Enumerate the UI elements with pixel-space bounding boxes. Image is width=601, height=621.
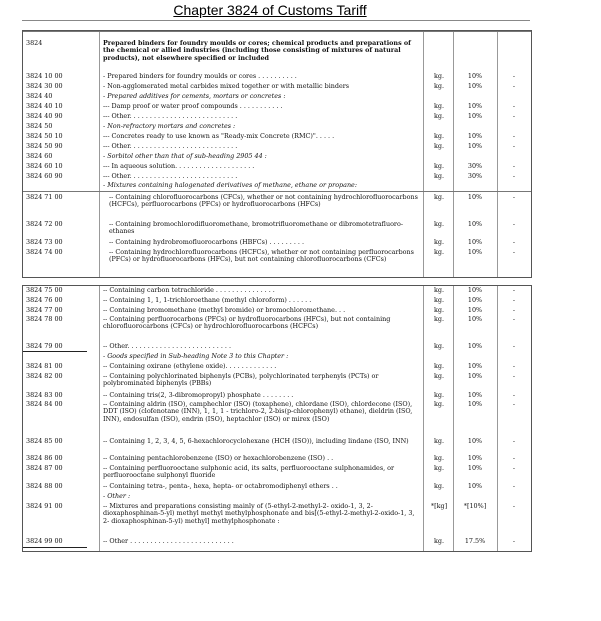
unit: kg. — [434, 193, 444, 201]
preferential-rate: - — [512, 112, 516, 120]
unit: kg. — [434, 102, 444, 110]
duty-rate: 10% — [467, 102, 483, 110]
tariff-description: --- Other. . . . . . . . . . . . . . . . . . . . . . . . . . . — [103, 142, 238, 150]
tariff-description: -- Containing 1, 2, 3, 4, 5, 6-hexachlorocyclohexane (HCH (ISO)), including lindane (ISO, INN) — [103, 437, 409, 445]
tariff-sheet-1 — [22, 30, 532, 278]
tariff-code: 3824 83 00 — [26, 391, 63, 399]
unit: kg. — [434, 482, 444, 490]
unit: kg. — [434, 172, 444, 180]
duty-rate: 10% — [467, 132, 483, 140]
preferential-rate: - — [512, 220, 516, 228]
unit: kg. — [434, 142, 444, 150]
tariff-description: - Mixtures containing halogenated derivatives of methane, ethane or propane: — [103, 181, 357, 189]
unit: kg. — [434, 362, 444, 370]
duty-rate: 10% — [467, 248, 483, 256]
preferential-rate: - — [512, 72, 516, 80]
preferential-rate: - — [512, 172, 516, 180]
tariff-code: 3824 10 00 — [26, 72, 63, 80]
unit: kg. — [434, 162, 444, 170]
unit: kg. — [434, 391, 444, 399]
unit: kg. — [434, 372, 444, 380]
tariff-description: -- Containing 1, 1, 1-trichloroethane (methyl chloroform) . . . . . . — [103, 296, 312, 304]
page-title: Chapter 3824 of Customs Tariff — [173, 2, 367, 18]
tariff-code: 3824 85 00 — [26, 437, 63, 445]
preferential-rate: - — [512, 391, 516, 399]
tariff-code: 3824 75 00 — [26, 286, 63, 294]
duty-rate: 10% — [467, 400, 483, 408]
unit: kg. — [434, 132, 444, 140]
duty-rate: 10% — [467, 296, 483, 304]
tariff-description: - Non-refractory mortars and concretes : — [103, 122, 236, 130]
tariff-code: 3824 40 10 — [26, 102, 63, 110]
preferential-rate: - — [512, 306, 516, 314]
preferential-rate: - — [512, 162, 516, 170]
tariff-description: - Goods specified in Sub-heading Note 3 to this Chapter : — [103, 352, 289, 360]
preferential-rate: - — [512, 238, 516, 246]
duty-rate: 10% — [467, 454, 483, 462]
tariff-description: - Other : — [103, 492, 131, 500]
tariff-description: --- Other. . . . . . . . . . . . . . . . . . . . . . . . . . . — [103, 112, 238, 120]
tariff-description: -- Mixtures and preparations consisting mainly of (5-ethyl-2-methyl-2- oxido-1, 3, 2-dioxaphosphinan-5-yl) methyl methyl methylphosphonate and bis[(5-ethyl-2-methyl-2-oxido-1, 3, 2- dioxaphosphinan-5-yl) methyl] methylphosphonate : — [103, 502, 415, 525]
duty-rate: 10% — [467, 315, 483, 323]
duty-rate: 10% — [467, 142, 483, 150]
tariff-description: - Prepared binders for foundry moulds or cores . . . . . . . . . . — [103, 72, 297, 80]
tariff-description: -- Containing pentachlorobenzene (ISO) or hexachlorobenzene (ISO) . . — [103, 454, 334, 462]
duty-rate: 10% — [467, 220, 483, 228]
unit: kg. — [434, 112, 444, 120]
duty-rate: 10% — [467, 372, 483, 380]
unit: kg. — [434, 454, 444, 462]
tariff-code: 3824 40 90 — [26, 112, 63, 120]
tariff-code: 3824 74 00 — [26, 248, 63, 256]
tariff-code: 3824 76 00 — [26, 296, 63, 304]
unit: *[kg] — [430, 502, 448, 510]
tariff-code: 3824 87 00 — [26, 464, 63, 472]
duty-rate: 10% — [467, 286, 483, 294]
preferential-rate: - — [512, 193, 516, 201]
preferential-rate: - — [512, 437, 516, 445]
tariff-code: 3824 50 10 — [26, 132, 63, 140]
tariff-description: -- Containing bromochlorodifluoromethane, bromotrifluoromethane or dibromotetrafluoro-ethanes — [109, 220, 403, 236]
duty-rate: 10% — [467, 112, 483, 120]
tariff-code: 3824 72 00 — [26, 220, 63, 228]
tariff-description: - Non-agglomerated metal carbides mixed together or with metallic binders — [103, 82, 350, 90]
preferential-rate: - — [512, 248, 516, 256]
preferential-rate: - — [512, 362, 516, 370]
tariff-code: 3824 86 00 — [26, 454, 63, 462]
preferential-rate: - — [512, 102, 516, 110]
preferential-rate: - — [512, 342, 516, 350]
unit: kg. — [434, 537, 444, 545]
tariff-description: -- Containing oxirane (ethylene oxide). . . . . . . . . . . . . — [103, 362, 277, 370]
unit: kg. — [434, 238, 444, 246]
tariff-code: 3824 60 90 — [26, 172, 63, 180]
tariff-code: 3824 99 00 — [26, 537, 63, 545]
tariff-description: -- Containing tetra-, penta-, hexa, hepta- or octabromodiphenyl ethers . . — [103, 482, 338, 490]
tariff-description: --- Concretes ready to use known as "Ready-mix Concrete (RMC)". . . . . — [103, 132, 335, 140]
preferential-rate: - — [512, 372, 516, 380]
tariff-code: 3824 50 — [26, 122, 53, 130]
unit: kg. — [434, 248, 444, 256]
duty-rate: 17.5% — [464, 537, 486, 545]
unit: kg. — [434, 437, 444, 445]
tariff-code: 3824 50 90 — [26, 142, 63, 150]
tariff-code: 3824 81 00 — [26, 362, 63, 370]
preferential-rate: - — [512, 315, 516, 323]
unit: kg. — [434, 286, 444, 294]
preferential-rate: - — [512, 400, 516, 408]
tariff-description: -- Other . . . . . . . . . . . . . . . . . . . . . . . . . . — [103, 537, 234, 545]
tariff-sheet-2 — [22, 285, 532, 552]
preferential-rate: - — [512, 464, 516, 472]
preferential-rate: - — [512, 454, 516, 462]
tariff-description: --- Damp proof or water proof compounds . . . . . . . . . . . — [103, 102, 283, 110]
preferential-rate: - — [512, 286, 516, 294]
tariff-description: -- Containing hydrobromofluorocarbons (HBFCs) . . . . . . . . . — [109, 238, 305, 246]
tariff-code: 3824 60 10 — [26, 162, 63, 170]
tariff-description: -- Containing aldrin (ISO), camphechlor (ISO) (toxaphene), chlordane (ISO), chlordecone (ISO), DDT (ISO) (clofenotane (INN), 1, 1, 1 - trichloro-2, 2-bis(p-chlorophenyl) ethane), dieldrin (ISO, INN), endosulfan (ISO), endrin (ISO), heptachlor (ISO) or mirex (ISO) — [103, 400, 413, 423]
duty-rate: 10% — [467, 391, 483, 399]
tariff-code: 3824 — [26, 39, 43, 47]
preferential-rate: - — [512, 296, 516, 304]
preferential-rate: - — [512, 132, 516, 140]
preferential-rate: - — [512, 502, 516, 510]
duty-rate: 10% — [467, 464, 483, 472]
duty-rate: 10% — [467, 193, 483, 201]
tariff-description: - Prepared additives for cements, mortars or concretes : — [103, 92, 286, 100]
duty-rate: 30% — [467, 162, 483, 170]
tariff-description: -- Containing carbon tetrachloride . . . . . . . . . . . . . . . — [103, 286, 275, 294]
unit: kg. — [434, 315, 444, 323]
tariff-description: -- Containing tris(2, 3-dibromopropyl) phosphate . . . . . . . . — [103, 391, 294, 399]
unit: kg. — [434, 72, 444, 80]
tariff-code: 3824 88 00 — [26, 482, 63, 490]
preferential-rate: - — [512, 537, 516, 545]
preferential-rate: - — [512, 142, 516, 150]
unit: kg. — [434, 342, 444, 350]
tariff-description: - Sorbitol other than that of sub-heading 2905 44 : — [103, 152, 267, 160]
duty-rate: 10% — [467, 362, 483, 370]
duty-rate: 10% — [467, 72, 483, 80]
tariff-code: 3824 91 00 — [26, 502, 63, 510]
tariff-code: 3824 79 00 — [26, 342, 63, 350]
unit: kg. — [434, 82, 444, 90]
unit: kg. — [434, 220, 444, 228]
tariff-description: Prepared binders for foundry moulds or cores; chemical products and preparations of the chemical or allied industries (including those consisting of mixtures of natural products), not elsewhere specified or included — [103, 39, 411, 62]
tariff-description: -- Other. . . . . . . . . . . . . . . . . . . . . . . . . . — [103, 342, 232, 350]
duty-rate: 10% — [467, 238, 483, 246]
duty-rate: 10% — [467, 306, 483, 314]
preferential-rate: - — [512, 482, 516, 490]
tariff-code: 3824 82 00 — [26, 372, 63, 380]
tariff-description: --- Other. . . . . . . . . . . . . . . . . . . . . . . . . . . — [103, 172, 238, 180]
tariff-code: 3824 60 — [26, 152, 53, 160]
duty-rate: 10% — [467, 437, 483, 445]
tariff-code: 3824 30 00 — [26, 82, 63, 90]
tariff-description: -- Containing perfluorooctane sulphonic acid, its salts, perfluorooctane sulphonamides, or perfluorooctane sulphonyl fluoride — [103, 464, 395, 480]
tariff-code: 3824 73 00 — [26, 238, 63, 246]
duty-rate: *[10%] — [463, 502, 487, 510]
unit: kg. — [434, 464, 444, 472]
preferential-rate: - — [512, 82, 516, 90]
tariff-code: 3824 78 00 — [26, 315, 63, 323]
tariff-description: -- Containing bromomethane (methyl bromide) or bromochloromethane. . . — [103, 306, 346, 314]
unit: kg. — [434, 306, 444, 314]
tariff-description: --- In aqueous solution. . . . . . . . . . . . . . . . . . . . — [103, 162, 255, 170]
tariff-description: -- Containing hydrochlorofluorocarbons (HCFCs), whether or not containing perfluorocarbons (PFCs) or hydrofluorocarbons (HFCs), but not containing chlorofluorocarbons (CFCs) — [109, 248, 414, 264]
unit: kg. — [434, 400, 444, 408]
duty-rate: 30% — [467, 172, 483, 180]
tariff-code: 3824 84 00 — [26, 400, 63, 408]
tariff-description: -- Containing polychlorinated biphenyls (PCBs), polychlorinated terphenyls (PCTs) or polybrominated biphenyls (PBBs) — [103, 372, 379, 388]
tariff-description: -- Containing chlorofluorocarbons (CFCs), whether or not containing hydrochlorofluorocarbons (HCFCs), perfluorocarbons (PFCs) or hydrofluorocarbons (HFCs) — [109, 193, 418, 209]
duty-rate: 10% — [467, 82, 483, 90]
duty-rate: 10% — [467, 342, 483, 350]
duty-rate: 10% — [467, 482, 483, 490]
tariff-description: -- Containing perfluorocarbons (PFCs) or hydrofluorocarbons (HFCs), but not containing chlorofluorocarbons (CFCs) or hydrochlorofluorocarbons (HCFCs) — [103, 315, 391, 331]
unit: kg. — [434, 296, 444, 304]
tariff-code: 3824 40 — [26, 92, 53, 100]
tariff-code: 3824 77 00 — [26, 306, 63, 314]
tariff-code: 3824 71 00 — [26, 193, 63, 201]
